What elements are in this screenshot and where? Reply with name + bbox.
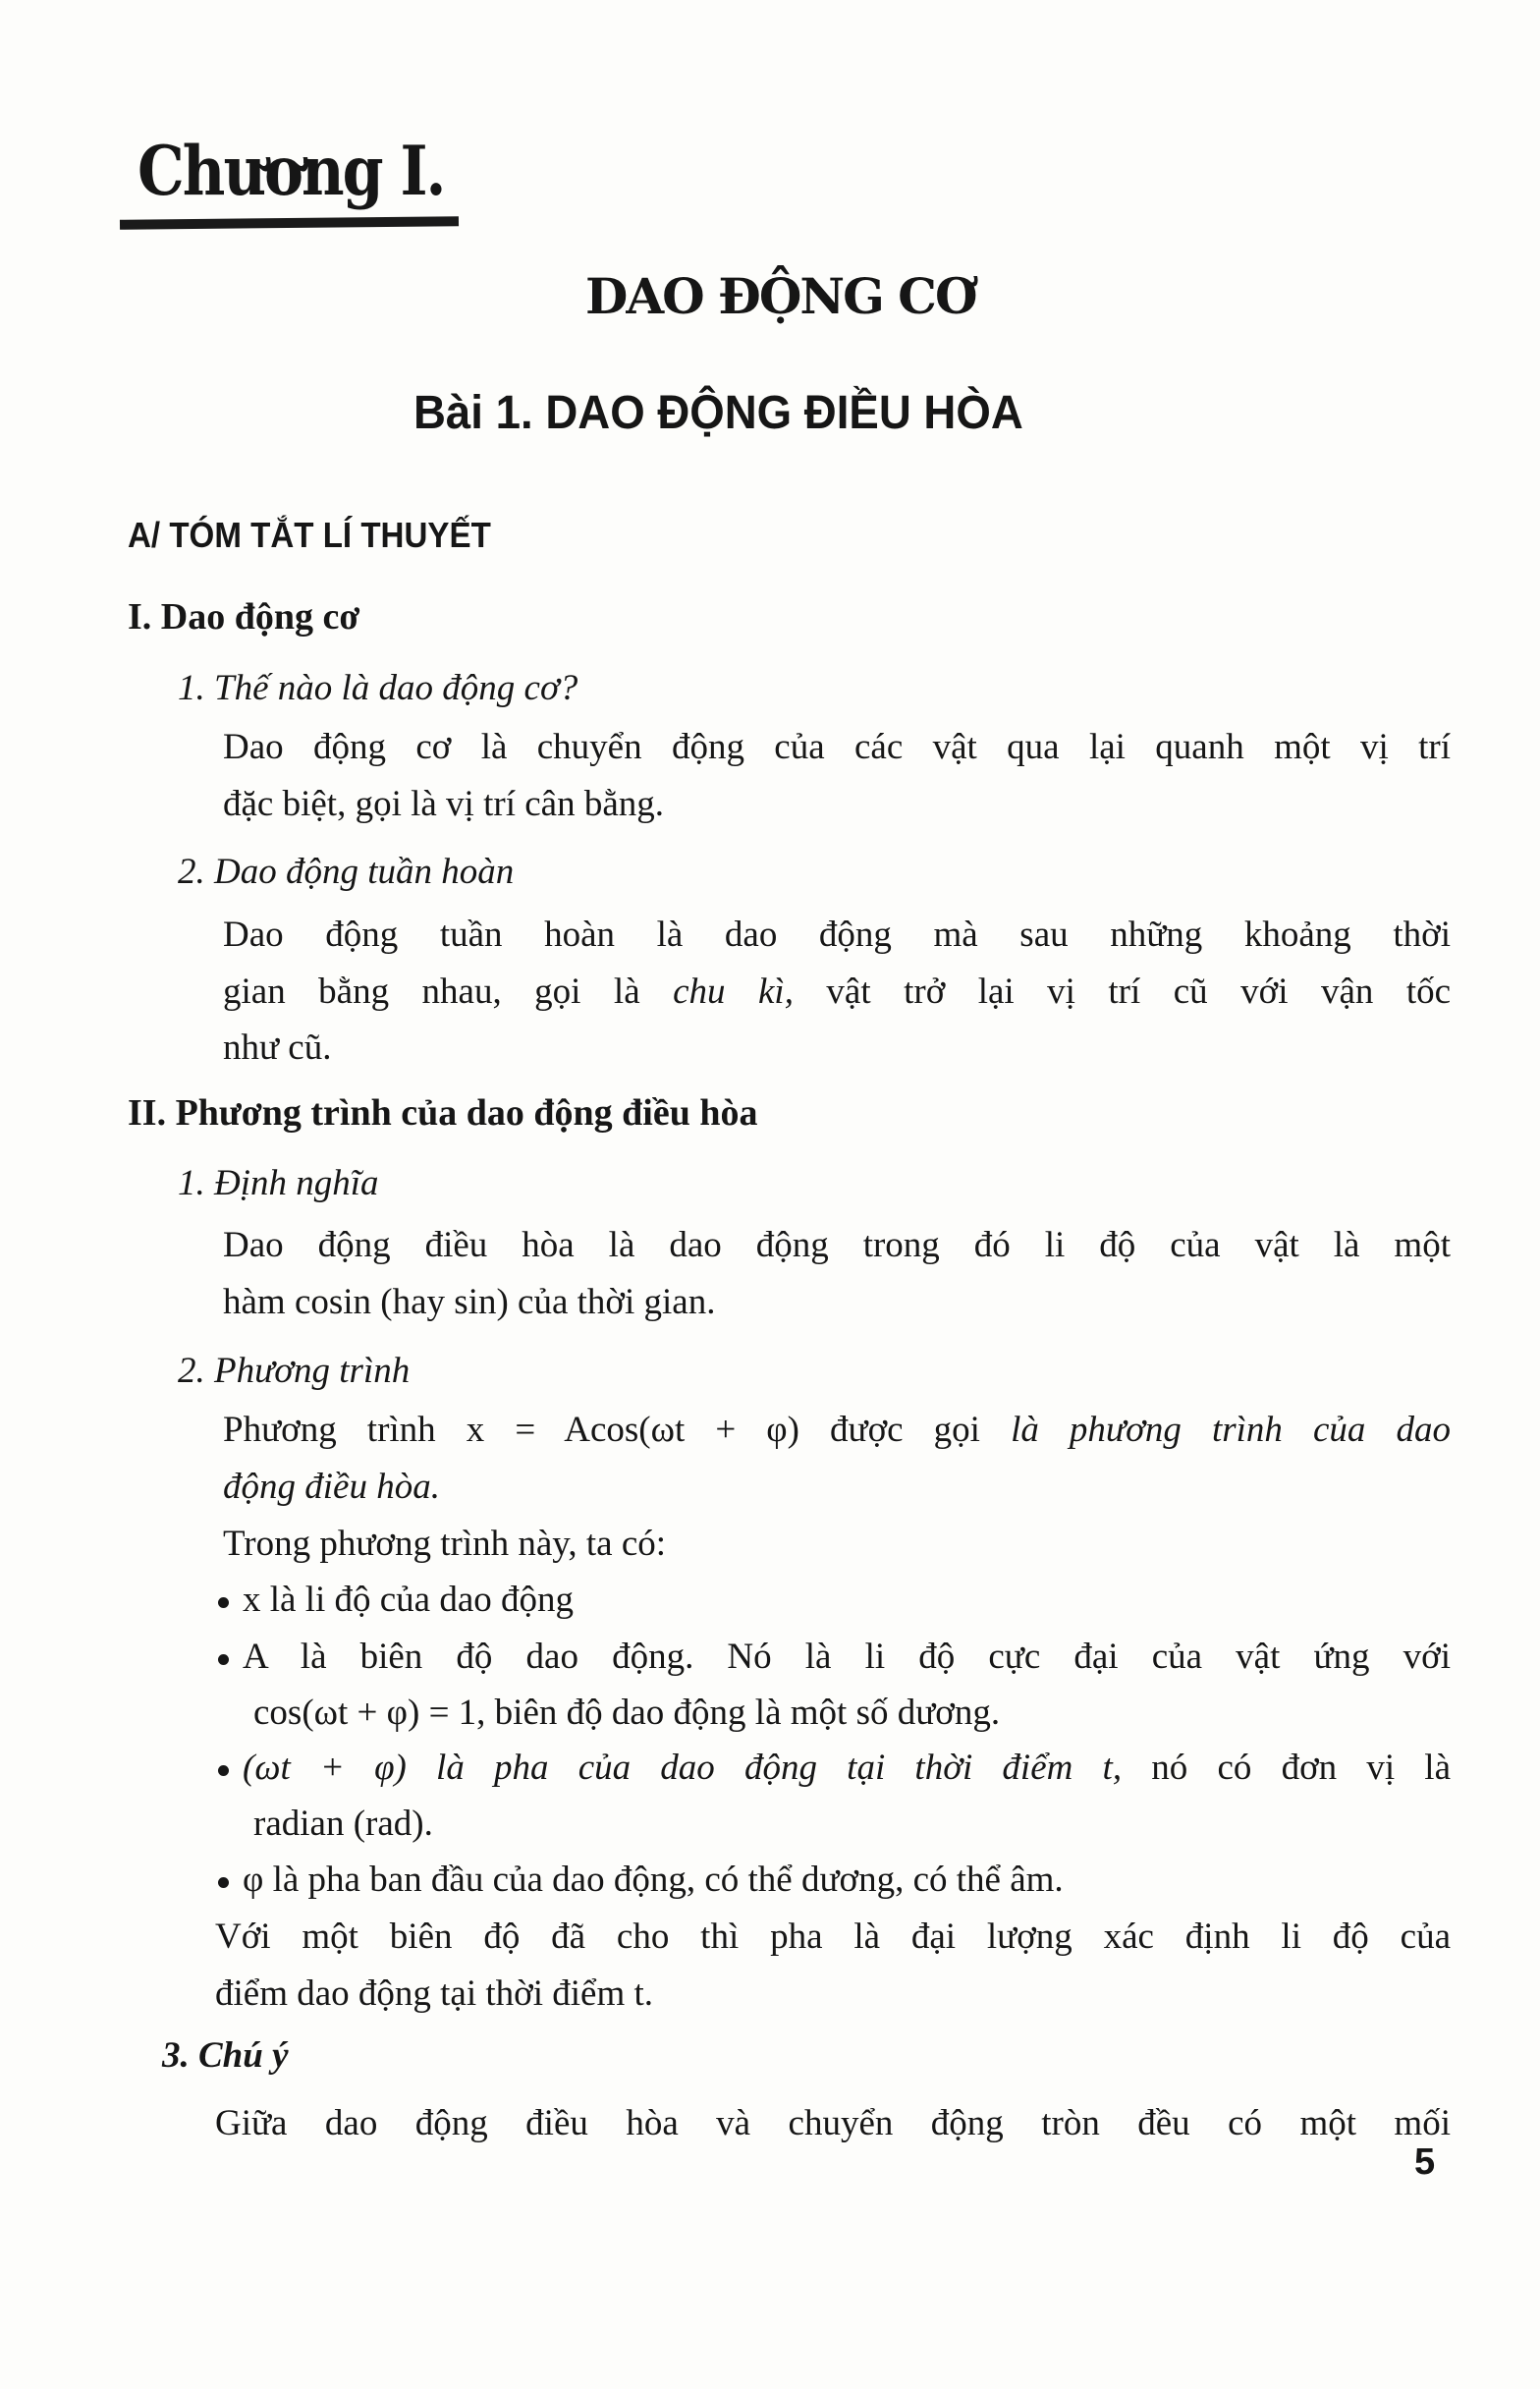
bullet-text: A là biên độ dao động. Nó là li độ cực đại của vật ứng với	[243, 1637, 1451, 1677]
subsection-title: 1. Thế nào là dao động cơ?	[178, 668, 578, 708]
paragraph-line	[223, 1408, 1451, 1453]
subsection-title: 2. Dao động tuần hoàn	[178, 852, 515, 892]
bullet-continuation: cos(ωt + φ) = 1, biên độ dao động là một số dương.	[253, 1693, 1001, 1733]
italic-term: (ωt + φ) là pha của dao động tại thời điểm t,	[243, 1748, 1123, 1788]
subsection-title: 3. Chú ý	[162, 2035, 289, 2076]
bullet-text	[243, 1746, 1451, 1791]
paragraph-line	[223, 970, 1451, 1015]
subsection-title: 1. Định nghĩa	[178, 1163, 379, 1203]
paragraph-line: điểm dao động tại thời điểm t.	[215, 1973, 654, 2014]
paragraph-line: như cũ.	[223, 1028, 332, 1068]
bullet-icon	[218, 1765, 229, 1776]
section-heading: A/ TÓM TẮT LÍ THUYẾT	[128, 515, 491, 555]
paragraph-line: Dao động điều hòa là dao động trong đó li độ của vật là một	[223, 1225, 1451, 1265]
paragraph-line: động điều hòa.	[223, 1467, 440, 1507]
paragraph-line: Giữa dao động điều hòa và chuyển động tròn đều có một mối	[215, 2103, 1451, 2143]
bullet-text: x là li độ của dao động	[243, 1580, 575, 1620]
chapter-label: Chương I.	[138, 132, 445, 212]
bullet-icon	[218, 1654, 229, 1665]
paragraph-line: hàm cosin (hay sin) của thời gian.	[223, 1282, 716, 1322]
text: nó có đơn vị là	[1151, 1748, 1451, 1788]
bullet-item	[218, 1746, 1451, 1791]
part2-heading: II. Phương trình của dao động điều hòa	[128, 1092, 758, 1134]
chapter-underline	[120, 216, 459, 230]
bullet-icon	[218, 1597, 229, 1608]
part1-heading: I. Dao động cơ	[128, 596, 360, 638]
subsection-title: 2. Phương trình	[178, 1351, 411, 1391]
bullet-item	[218, 1635, 1451, 1680]
bullet-item	[218, 1578, 574, 1623]
bullet-text: φ là pha ban đầu của dao động, có thể dương, có thể âm.	[243, 1860, 1064, 1900]
text: Phương trình x = Acos(ωt + φ) được gọi	[223, 1410, 980, 1450]
paragraph-line: Dao động tuần hoàn là dao động mà sau những khoảng thời	[223, 915, 1451, 955]
bullet-icon	[218, 1877, 229, 1888]
bullet-continuation: radian (rad).	[253, 1804, 433, 1844]
paragraph-line: Với một biên độ đã cho thì pha là đại lượng xác định li độ của	[215, 1917, 1451, 1957]
paragraph-line: Dao động cơ là chuyển động của các vật qua lại quanh một vị trí	[223, 727, 1451, 767]
text: gian bằng nhau, gọi là	[223, 972, 640, 1012]
bullet-item	[218, 1858, 1064, 1903]
page-number: 5	[1414, 2141, 1436, 2183]
paragraph-line: Trong phương trình này, ta có:	[223, 1524, 667, 1564]
italic-term: chu kì,	[673, 972, 794, 1012]
italic-term: là phương trình của dao	[1011, 1410, 1452, 1450]
lesson-title: Bài 1. DAO ĐỘNG ĐIỀU HÒA	[413, 387, 1023, 439]
text: vật trở lại vị trí cũ với vận tốc	[826, 972, 1452, 1012]
chapter-title: DAO ĐỘNG CƠ	[585, 267, 976, 325]
paragraph-line: đặc biệt, gọi là vị trí cân bằng.	[223, 784, 664, 824]
